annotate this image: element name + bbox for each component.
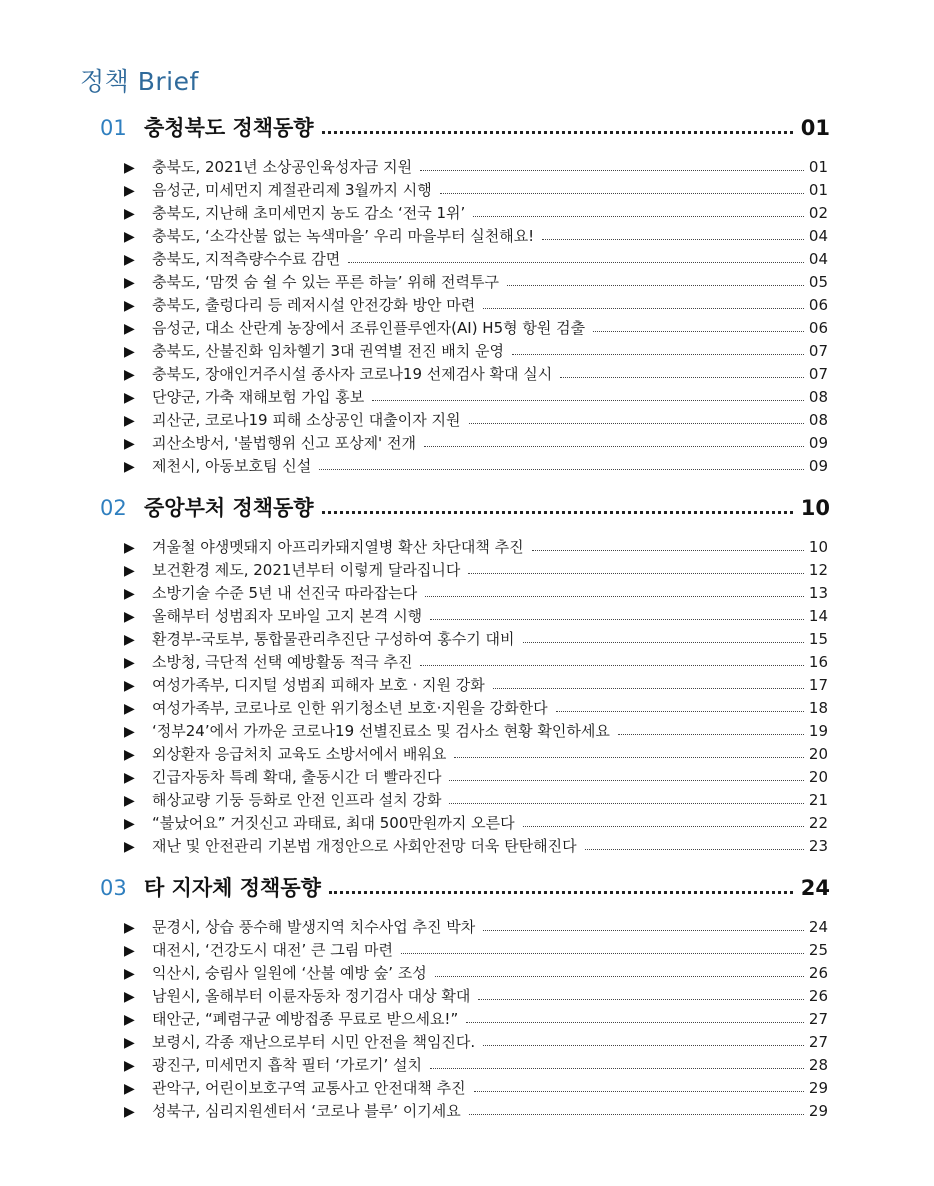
triangle-bullet-icon: ▶ [124,321,135,337]
toc-item-title: 관악구, 어린이보호구역 교통사고 안전대책 추진 [152,1079,466,1097]
toc-item-page-number: 10 [808,538,828,556]
dot-leader [449,780,804,781]
triangle-bullet-icon: ▶ [124,229,135,245]
toc-item-list [100,156,830,478]
triangle-bullet-icon: ▶ [124,1104,135,1120]
toc-item[interactable] [100,1077,830,1100]
toc-item-page-number: 08 [808,388,828,406]
toc-item-title: 음성군, 미세먼지 계절관리제 3월까지 시행 [152,181,432,199]
section-number: 03 [100,876,127,900]
toc-item-page-number: 15 [808,630,828,648]
dot-leader [593,331,804,332]
toc-item-page-number: 08 [808,411,828,429]
dot-leader [424,446,804,447]
toc-item[interactable] [100,962,830,985]
toc-item-page-number: 05 [808,273,828,291]
triangle-bullet-icon: ▶ [124,793,135,809]
triangle-bullet-icon: ▶ [124,1081,135,1097]
toc-item-page-number: 24 [808,918,828,936]
toc-item[interactable] [100,559,830,582]
toc-item-title: 충북도, 장애인거주시설 종사자 코로나19 선제검사 확대 실시 [152,365,553,383]
toc-item-title: 괴산소방서, '불법행위 신고 포상제' 전개 [152,434,416,452]
triangle-bullet-icon: ▶ [124,724,135,740]
toc-item-page-number: 20 [808,768,828,786]
dot-leader [454,757,804,758]
triangle-bullet-icon: ▶ [124,275,135,291]
toc-item[interactable] [100,1054,830,1077]
toc-item-title: 남원시, 올해부터 이륜자동차 정기검사 대상 확대 [152,987,471,1005]
toc-item[interactable] [100,202,830,225]
dot-leader [478,999,804,1000]
toc-section [100,112,830,478]
dot-leader [420,170,804,171]
toc-item-title: 여성가족부, 디지털 성범죄 피해자 보호 · 지원 강화 [152,676,485,694]
triangle-bullet-icon: ▶ [124,920,135,936]
toc-item-page-number: 25 [808,941,828,959]
toc-item-page-number: 04 [808,250,828,268]
toc-item-page-number: 12 [808,561,828,579]
toc-item[interactable] [100,939,830,962]
triangle-bullet-icon: ▶ [124,989,135,1005]
dot-leader [319,469,804,470]
toc-item[interactable] [100,720,830,743]
triangle-bullet-icon: ▶ [124,206,135,222]
toc-item-page-number: 16 [808,653,828,671]
toc-item[interactable] [100,386,830,409]
triangle-bullet-icon: ▶ [124,563,135,579]
toc-item[interactable] [100,248,830,271]
toc-item[interactable] [100,363,830,386]
toc-item-title: 보건환경 제도, 2021년부터 이렇게 달라집니다 [152,561,461,579]
toc-item[interactable] [100,225,830,248]
triangle-bullet-icon: ▶ [124,747,135,763]
toc-item-title: 음성군, 대소 산란계 농장에서 조류인플루엔자(AI) H5형 항원 검출 [152,319,586,337]
triangle-bullet-icon: ▶ [124,459,135,475]
section-page-number: 24 [800,876,830,900]
toc-item-title: 성북구, 심리지원센터서 ‘코로나 블루’ 이기세요 [152,1102,461,1120]
toc-item[interactable] [100,536,830,559]
toc-item-page-number: 18 [808,699,828,717]
toc-item-title: 제천시, 아동보호팀 신설 [152,457,312,475]
dot-leader [473,216,804,217]
dot-leader [430,619,804,620]
dot-leader [466,1022,804,1023]
toc-item[interactable] [100,789,830,812]
triangle-bullet-icon: ▶ [124,966,135,982]
toc-item[interactable] [100,340,830,363]
toc-item-page-number: 28 [808,1056,828,1074]
toc-item-title: 올해부터 성범죄자 모바일 고지 본격 시행 [152,607,423,625]
toc-item-list [100,916,830,1123]
toc-item[interactable] [100,651,830,674]
toc-item[interactable] [100,835,830,858]
section-number: 02 [100,496,127,520]
section-heading[interactable] [100,112,830,146]
toc-item[interactable] [100,674,830,697]
triangle-bullet-icon: ▶ [124,839,135,855]
toc-item-title: 여성가족부, 코로나로 인한 위기청소년 보호·지원을 강화한다 [152,699,548,717]
toc-item[interactable] [100,271,830,294]
toc-item[interactable] [100,582,830,605]
dot-leader [483,308,804,309]
dot-leader [430,1068,804,1069]
dot-leader [474,1091,804,1092]
dot-leader [542,239,804,240]
section-title: 타 지자체 정책동향 [144,876,321,900]
toc-item-page-number: 26 [808,987,828,1005]
toc-item-page-number: 27 [808,1010,828,1028]
dot-leader [523,642,804,643]
triangle-bullet-icon: ▶ [124,1012,135,1028]
toc-item-title: “불났어요” 거짓신고 과태료, 최대 500만원까지 오른다 [152,814,515,832]
dot-leader [483,1045,804,1046]
toc-item-title: 소방기술 수준 5년 내 선진국 따라잡는다 [152,584,418,602]
toc-item-page-number: 01 [808,158,828,176]
toc-item-title: 충북도, ‘소각산불 없는 녹색마을’ 우리 마을부터 실천해요! [152,227,535,245]
toc-item-title: 충북도, 출렁다리 등 레저시설 안전강화 방안 마련 [152,296,476,314]
dot-leader [512,354,804,355]
dot-leader [425,596,804,597]
dot-leader [469,1114,804,1115]
dot-leader [483,930,804,931]
triangle-bullet-icon: ▶ [124,413,135,429]
toc-item[interactable] [100,812,830,835]
triangle-bullet-icon: ▶ [124,540,135,556]
dot-leader [469,423,804,424]
triangle-bullet-icon: ▶ [124,701,135,717]
toc-item-page-number: 20 [808,745,828,763]
triangle-bullet-icon: ▶ [124,1058,135,1074]
dot-leader [440,193,804,194]
toc-item[interactable] [100,628,830,651]
dot-leader [348,262,804,263]
dot-leader [322,511,793,514]
toc-item[interactable] [100,1100,830,1123]
toc-item[interactable] [100,743,830,766]
toc-item[interactable] [100,156,830,179]
toc-item-page-number: 17 [808,676,828,694]
dot-leader [329,891,793,894]
dot-leader [532,550,804,551]
toc-item[interactable] [100,432,830,455]
toc-item-title: 충북도, 지난해 초미세먼지 농도 감소 ‘전국 1위’ [152,204,466,222]
dot-leader [523,826,804,827]
toc-item-page-number: 06 [808,296,828,314]
dot-leader [507,285,804,286]
toc-item-page-number: 27 [808,1033,828,1051]
dot-leader [401,953,804,954]
toc-item[interactable] [100,1008,830,1031]
dot-leader [560,377,804,378]
triangle-bullet-icon: ▶ [124,183,135,199]
section-heading[interactable] [100,492,830,526]
triangle-bullet-icon: ▶ [124,678,135,694]
dot-leader [618,734,804,735]
toc-item-title: 충북도, ‘맘껏 숨 쉴 수 있는 푸른 하늘’ 위해 전력투구 [152,273,500,291]
section-page-number: 10 [800,496,830,520]
toc-item-page-number: 29 [808,1102,828,1120]
dot-leader [585,849,804,850]
toc-item[interactable] [100,409,830,432]
dot-leader [435,976,804,977]
toc-item-page-number: 01 [808,181,828,199]
toc-item[interactable] [100,455,830,478]
toc-item-page-number: 14 [808,607,828,625]
toc-item-title: 보령시, 각종 재난으로부터 시민 안전을 책임진다. [152,1033,476,1051]
toc-item[interactable] [100,294,830,317]
toc-item-page-number: 21 [808,791,828,809]
triangle-bullet-icon: ▶ [124,252,135,268]
toc-item-title: 익산시, 숭림사 일원에 ‘산불 예방 숲’ 조성 [152,964,427,982]
dot-leader [493,688,804,689]
triangle-bullet-icon: ▶ [124,367,135,383]
triangle-bullet-icon: ▶ [124,390,135,406]
toc-item[interactable] [100,317,830,340]
dot-leader [468,573,804,574]
toc-item-title: 태안군, “폐렴구균 예방접종 무료로 받으세요!” [152,1010,459,1028]
triangle-bullet-icon: ▶ [124,609,135,625]
toc-item-page-number: 07 [808,342,828,360]
toc-item-page-number: 13 [808,584,828,602]
toc-item[interactable] [100,697,830,720]
toc-item-title: 외상환자 응급처치 교육도 소방서에서 배워요 [152,745,447,763]
toc-item-title: 겨울철 야생멧돼지 아프리카돼지열병 확산 차단대책 추진 [152,538,524,556]
toc-item[interactable] [100,985,830,1008]
toc-section [100,492,830,858]
toc-item-title: 충북도, 2021년 소상공인육성자금 지원 [152,158,413,176]
dot-leader [449,803,804,804]
section-title: 충청북도 정책동향 [144,116,314,140]
toc-item-title: 환경부-국토부, 통합물관리추진단 구성하여 홍수기 대비 [152,630,515,648]
triangle-bullet-icon: ▶ [124,436,135,452]
dot-leader [556,711,804,712]
toc-item[interactable] [100,179,830,202]
section-heading[interactable] [100,872,830,906]
toc-item-title: 재난 및 안전관리 기본법 개정안으로 사회안전망 더욱 탄탄해진다 [152,837,577,855]
toc-item-page-number: 09 [808,434,828,452]
section-page-number: 01 [800,116,830,140]
page-title: 정책 Brief [80,67,199,96]
toc-item-page-number: 07 [808,365,828,383]
toc-item-title: 해상교량 기둥 등화로 안전 인프라 설치 강화 [152,791,442,809]
toc-item-page-number: 02 [808,204,828,222]
triangle-bullet-icon: ▶ [124,770,135,786]
toc-item-title: 대전시, ‘건강도시 대전’ 큰 그림 마련 [152,941,394,959]
toc-item-page-number: 06 [808,319,828,337]
triangle-bullet-icon: ▶ [124,655,135,671]
toc-item-page-number: 09 [808,457,828,475]
toc-item[interactable] [100,916,830,939]
toc-item-page-number: 04 [808,227,828,245]
toc-item-page-number: 29 [808,1079,828,1097]
triangle-bullet-icon: ▶ [124,816,135,832]
toc-item-list [100,536,830,858]
triangle-bullet-icon: ▶ [124,632,135,648]
toc-item-page-number: 23 [808,837,828,855]
toc-item-title: 광진구, 미세먼지 흡착 필터 ‘가로기’ 설치 [152,1056,422,1074]
toc-item[interactable] [100,605,830,628]
dot-leader [420,665,804,666]
triangle-bullet-icon: ▶ [124,1035,135,1051]
section-title: 중앙부처 정책동향 [144,496,314,520]
toc-item-title: 문경시, 상습 풍수해 발생지역 치수사업 추진 박차 [152,918,476,936]
triangle-bullet-icon: ▶ [124,298,135,314]
toc-item-title: 긴급자동차 특례 확대, 출동시간 더 빨라진다 [152,768,442,786]
section-number: 01 [100,116,127,140]
toc-item[interactable] [100,1031,830,1054]
triangle-bullet-icon: ▶ [124,344,135,360]
dot-leader [322,131,793,134]
toc-item-title: 단양군, 가축 재해보험 가입 홍보 [152,388,365,406]
toc-item-page-number: 22 [808,814,828,832]
toc-item-title: 충북도, 지적측량수수료 감면 [152,250,341,268]
toc-item-page-number: 26 [808,964,828,982]
triangle-bullet-icon: ▶ [124,943,135,959]
toc-item-title: 소방청, 극단적 선택 예방활동 적극 추진 [152,653,413,671]
toc-item[interactable] [100,766,830,789]
toc-item-title: ‘정부24’에서 가까운 코로나19 선별진료소 및 검사소 현황 확인하세요 [152,722,610,740]
toc-section [100,872,830,1123]
toc-item-title: 괴산군, 코로나19 피해 소상공인 대출이자 지원 [152,411,461,429]
toc-item-page-number: 19 [808,722,828,740]
triangle-bullet-icon: ▶ [124,586,135,602]
triangle-bullet-icon: ▶ [124,160,135,176]
dot-leader [372,400,804,401]
toc-item-title: 충북도, 산불진화 임차헬기 3대 권역별 전진 배치 운영 [152,342,504,360]
